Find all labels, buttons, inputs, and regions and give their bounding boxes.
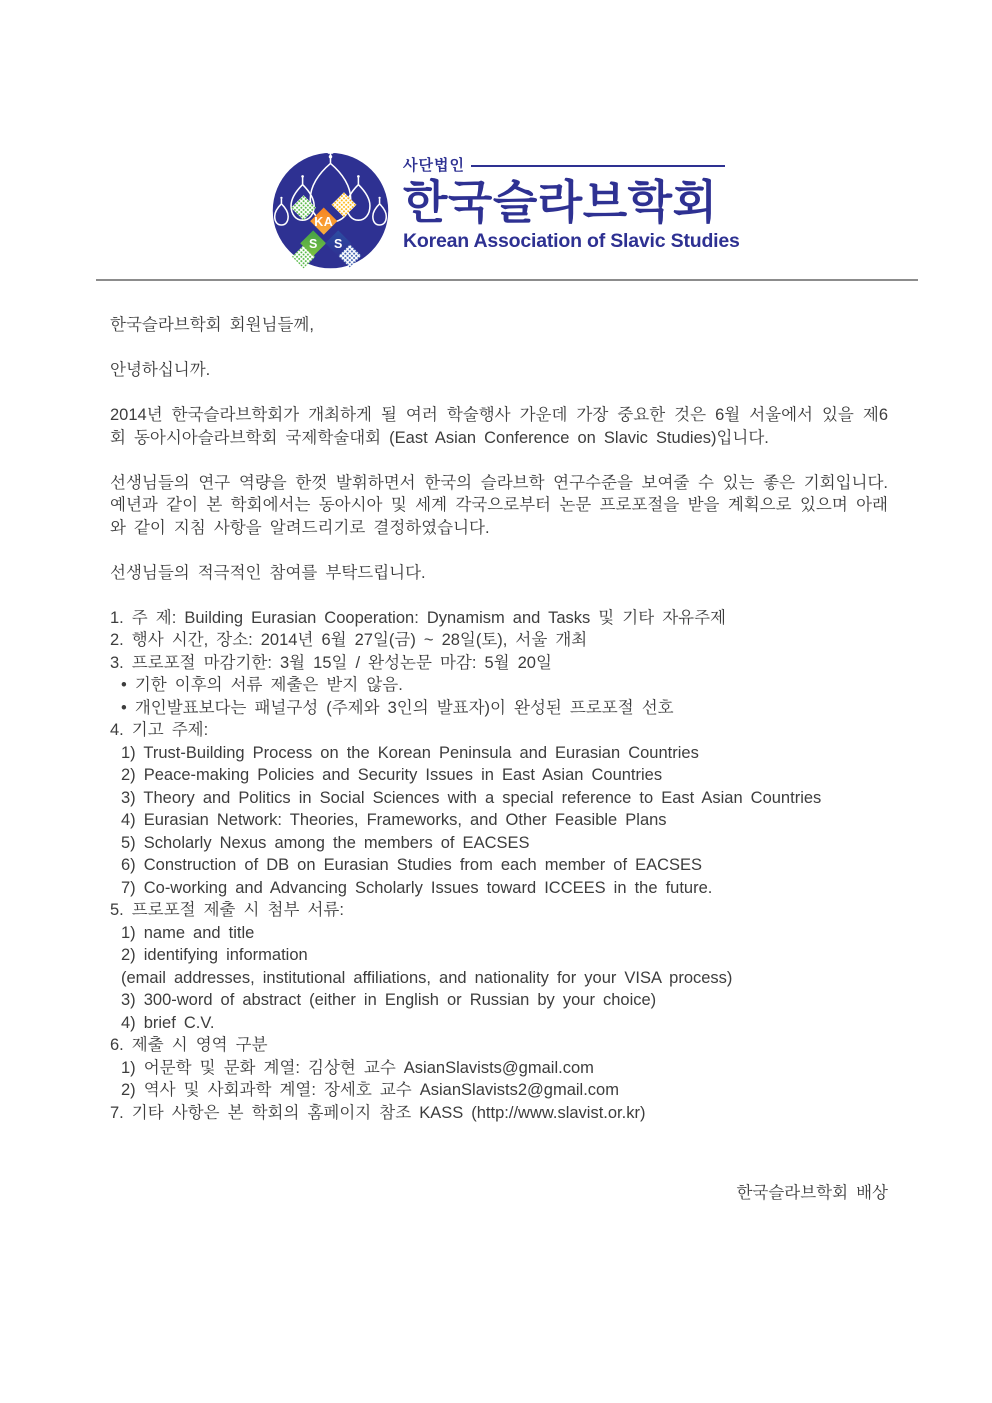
guideline-sub: 3) Theory and Politics in Social Sciences with a special reference to East Asian Countries <box>121 788 822 807</box>
guideline-sub: 3) 300-word of abstract (either in English or Russian by your choice) <box>121 991 657 1009</box>
guideline-item: 2. 행사 시간, 장소: 2014년 6월 27일(금) ~ 28일(토), 서울 개최 <box>110 631 588 649</box>
org-name-english: Korean Association of Slavic Studies <box>403 229 740 252</box>
guideline-item: 7. 기타 사항은 본 학회의 홈페이지 참조 KASS (http://www.slavist.or.kr) <box>110 1103 646 1122</box>
intro-paragraphs <box>110 404 888 539</box>
header-divider <box>96 279 918 281</box>
guidelines-list <box>110 607 888 1125</box>
guideline-bullet: • 개인발표보다는 패널구성 (주제와 3인의 발표자)이 완성된 프로포절 선호 <box>121 698 674 717</box>
org-type-rule <box>471 165 725 167</box>
guideline-item: 4. 기고 주제: <box>110 721 209 739</box>
guideline-sub: 2) Peace-making Policies and Security Issues in East Asian Countries <box>121 766 663 784</box>
guideline-sub: 2) identifying information <box>121 946 308 964</box>
guideline-sub: 1) name and title <box>121 923 255 942</box>
kass-emblem-icon <box>267 146 394 279</box>
guideline-sub: 1) Trust-Building Process on the Korean Peninsula and Eurasian Countries <box>121 743 699 762</box>
guideline-sub: 7) Co-working and Advancing Scholarly Issues toward ICCEES in the future. <box>121 878 713 897</box>
salutation: 한국슬라브학회 회원님들께, <box>110 316 314 334</box>
guideline-sub: 4) Eurasian Network: Theories, Frameworks, and Other Feasible Plans <box>121 811 667 829</box>
kass-logo <box>267 146 740 279</box>
greeting: 안녕하십니까. <box>110 361 211 379</box>
guideline-item: 1. 주 제: Building Eurasian Cooperation: Dynamism and Tasks 및 기타 자유주제 <box>110 608 726 627</box>
guideline-sub: 4) brief C.V. <box>121 1013 215 1032</box>
request-paragraph: 선생님들의 적극적인 참여를 부탁드립니다. <box>110 563 426 582</box>
guideline-sub: 2) 역사 및 사회과학 계열: 장세호 교수 AsianSlavists2@gmail.com <box>121 1081 619 1099</box>
guideline-sub: 6) Construction of DB on Eurasian Studies from each member of EACSES <box>121 856 703 874</box>
org-name-korean: 한국슬라브학회 <box>403 176 718 228</box>
guideline-item: 3. 프로포절 마감기한: 3월 15일 / 완성논문 마감: 5월 20일 <box>110 653 552 672</box>
guideline-note: (email addresses, institutional affiliations, and nationality for your VISA process) <box>121 968 733 987</box>
guideline-item: 6. 제출 시 영역 구분 <box>110 1036 268 1054</box>
guideline-item: 5. 프로포절 제출 시 첨부 서류: <box>110 901 344 919</box>
guideline-sub: 1) 어문학 및 문화 계열: 김상현 교수 AsianSlavists@gmail.com <box>121 1058 594 1077</box>
guideline-bullet: • 기한 이후의 서류 제출은 받지 않음. <box>121 676 403 694</box>
signature: 한국슬라브학회 배상 <box>736 1184 888 1202</box>
letter-body <box>110 314 888 1205</box>
org-type-label: 사단법인 <box>403 157 465 174</box>
monogram-s1: S <box>309 237 318 252</box>
monogram-ka: KA <box>314 214 334 229</box>
guideline-sub: 5) Scholarly Nexus among the members of EACSES <box>121 833 530 852</box>
logo-text <box>403 146 740 253</box>
paragraph: 2014년 한국슬라브학회가 개최하게 될 여러 학술행사 가운데 가장 중요한 것은 6월 서울에서 있을 제6회 동아시아슬라브학회 국제학술대회 (East Asian Conference on Slavic Studies)입니다. <box>110 406 888 447</box>
monogram-s2: S <box>334 237 343 252</box>
paragraph: 선생님들의 연구 역량을 한껏 발휘하면서 한국의 슬라브학 연구수준을 보여줄 수 있는 좋은 기회입니다. 예년과 같이 본 학회에서는 동아시아 및 세계 각국으로부터 논문 프로포절을 받을 계획으로 있으며 아래와 같이 지침 사항을 알려드리기로 결정하였습니다. <box>110 473 888 537</box>
letterhead <box>0 0 992 279</box>
